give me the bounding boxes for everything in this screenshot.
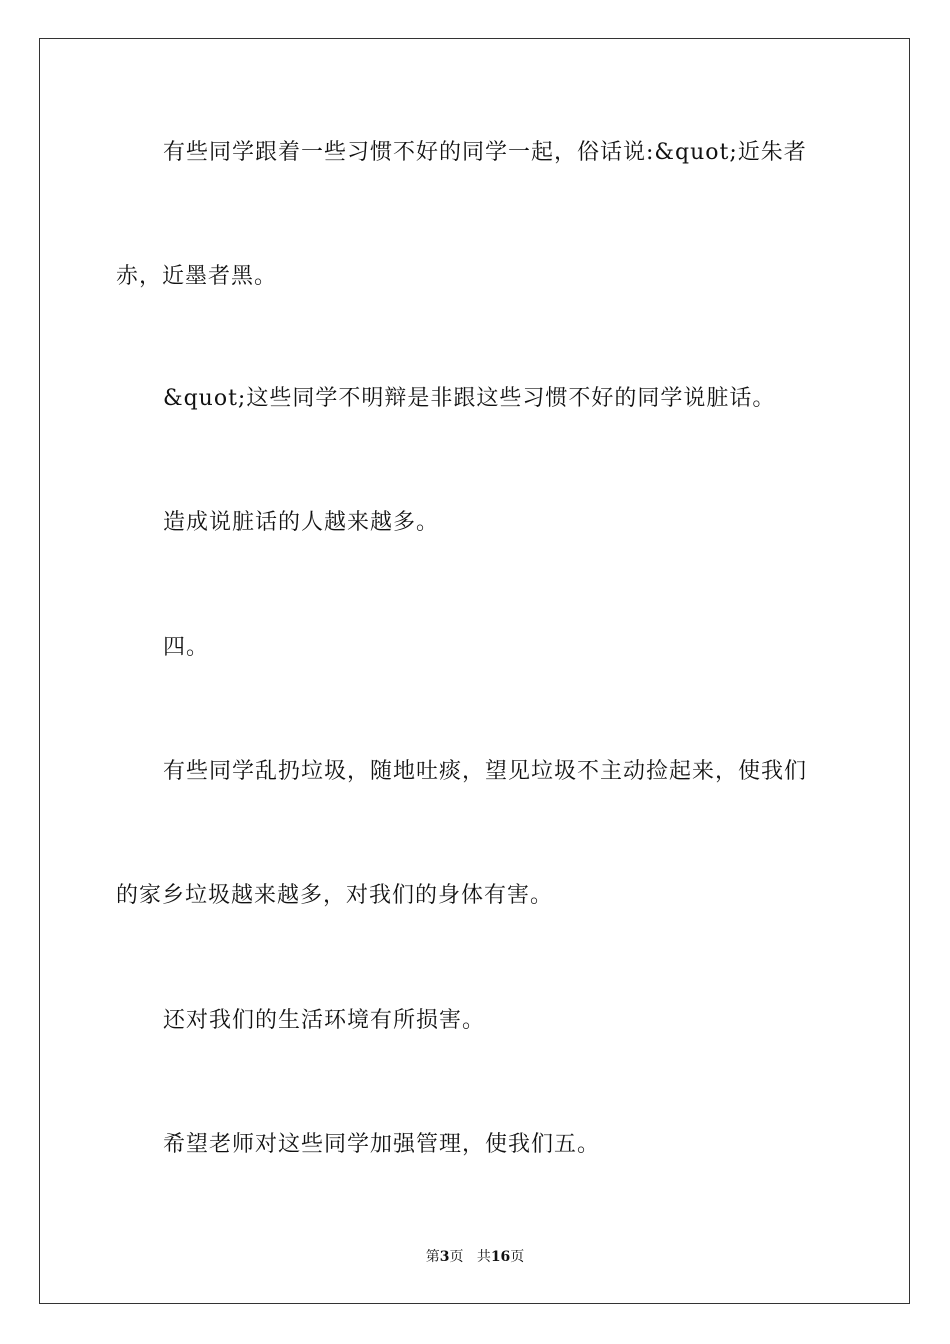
total-prefix: 共: [476, 1249, 491, 1265]
paragraph-line-7: 的家乡垃圾越来越多，对我们的身体有害。: [116, 883, 554, 908]
total-suffix: 页: [510, 1249, 525, 1265]
paragraph-line-4: 造成说脏话的人越来越多。: [163, 510, 440, 535]
paragraph-line-1: 有些同学跟着一些习惯不好的同学一起，俗话说:&quot;近朱者: [163, 140, 807, 165]
paragraph-line-6: 有些同学乱扔垃圾，随地吐痰，望见垃圾不主动捡起来，使我们: [163, 759, 808, 784]
page-suffix: 页: [449, 1249, 464, 1265]
paragraph-line-2: 赤，近墨者黑。: [116, 264, 278, 289]
paragraph-line-5: 四。: [163, 635, 210, 660]
paragraph-line-8: 还对我们的生活环境有所损害。: [163, 1008, 486, 1033]
page-footer: [0, 1247, 950, 1267]
paragraph-line-9: 希望老师对这些同学加强管理，使我们五。: [163, 1132, 601, 1157]
page-number: 3: [439, 1249, 450, 1265]
page-prefix: 第: [425, 1249, 440, 1265]
total-pages: 16: [490, 1249, 511, 1265]
page-border: [39, 38, 910, 1304]
paragraph-line-3: &quot;这些同学不明辩是非跟这些习惯不好的同学说脏话。: [163, 386, 776, 411]
